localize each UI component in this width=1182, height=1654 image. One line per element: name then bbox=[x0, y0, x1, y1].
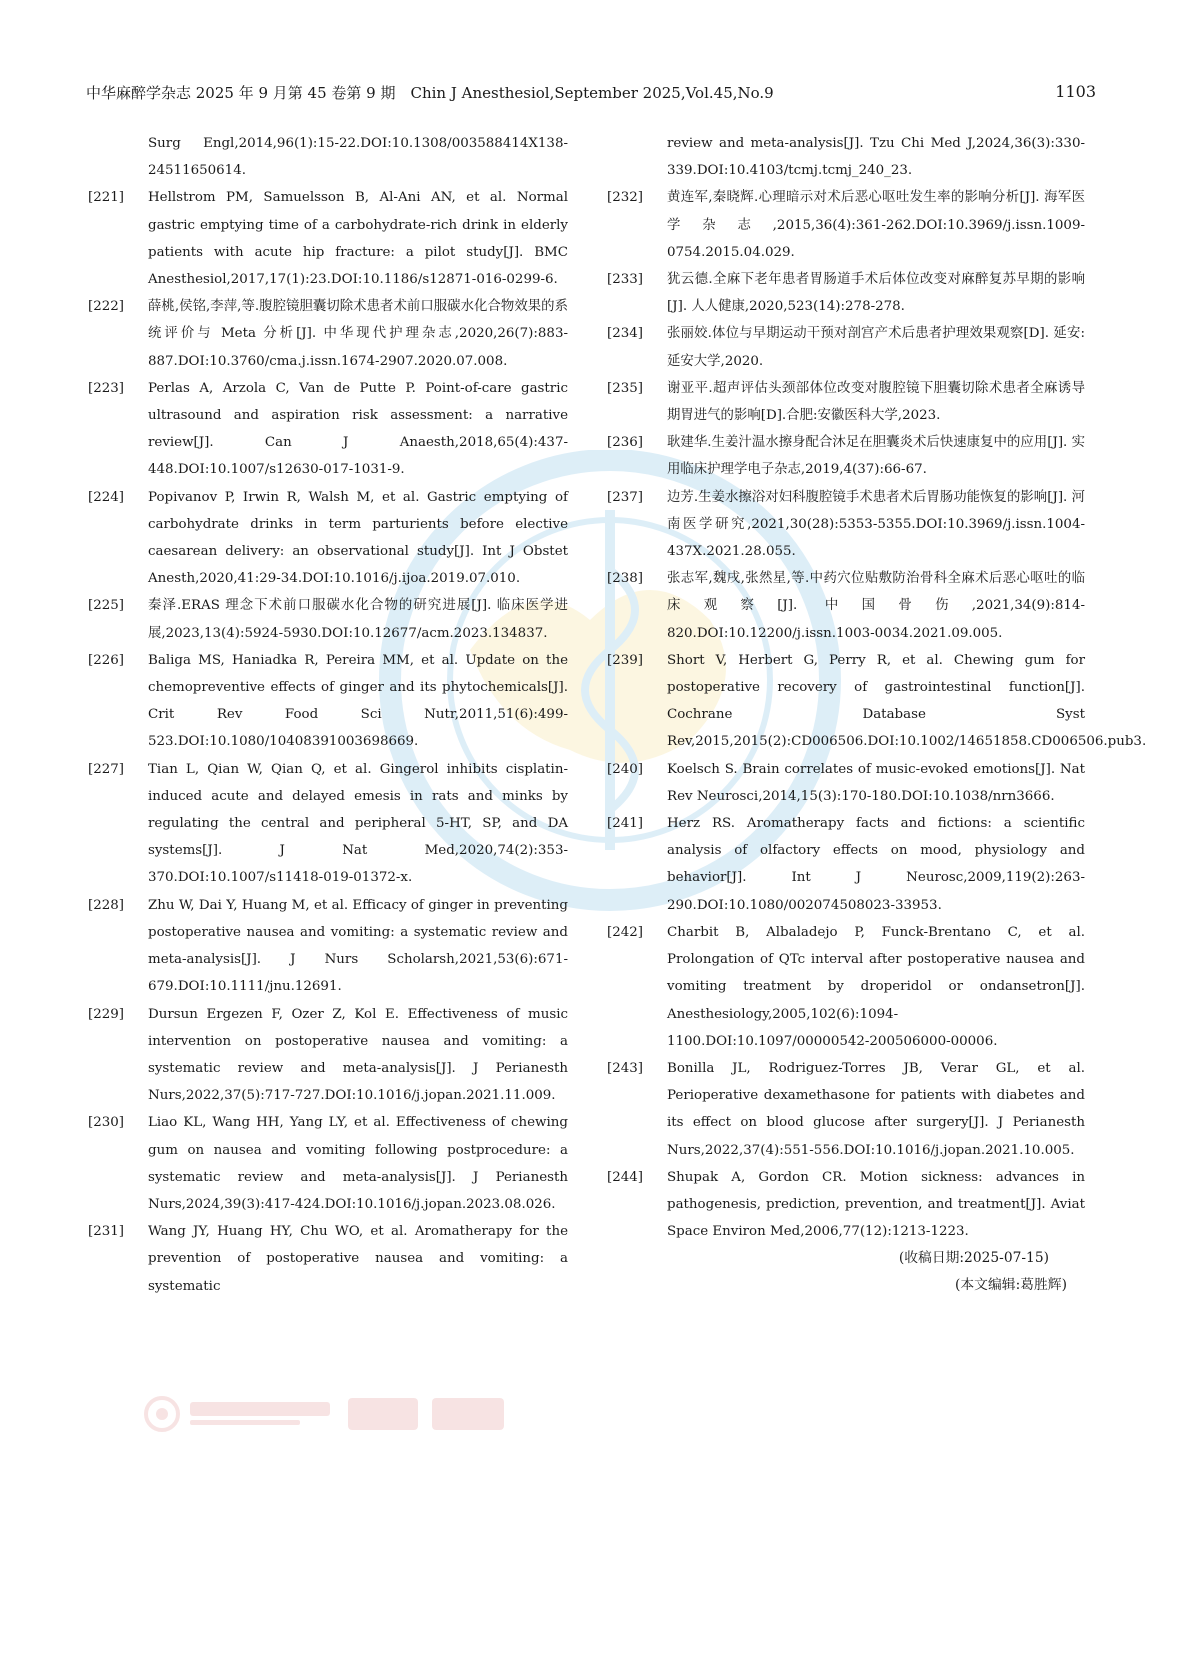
reference-text: Perlas A, Arzola C, Van de Putte P. Point-of-care gastric ultrasound and aspiration risk assessment: a narrative review[J]. Can J Anaesth,2018,65(4):437-448.DOI:10.1007/s12630-017-1031-9. bbox=[148, 380, 568, 478]
reference-item bbox=[607, 919, 1085, 1055]
reference-number: [224] bbox=[88, 489, 125, 505]
reference-item bbox=[607, 375, 1085, 429]
reference-continuation: review and meta-analysis[J]. Tzu Chi Med J,2024,36(3):330-339.DOI:10.4103/tcmj.tcmj_240_23. bbox=[667, 136, 1085, 179]
journal-running-title: 中华麻醉学杂志 2025 年 9 月第 45 卷第 9 期 Chin J Anesthesiol,September 2025,Vol.45,No.9 bbox=[86, 84, 774, 102]
reference-text: 张志军,魏戌,张然星,等.中药穴位贴敷防治骨科全麻术后恶心呕吐的临床观察[J]. 中国骨伤,2021,34(9):814-820.DOI:10.12200/j.issn.1003-0034.2021.09.005. bbox=[667, 571, 1085, 641]
reference-number: [240] bbox=[607, 761, 644, 777]
reference-text: Popivanov P, Irwin R, Walsh M, et al. Gastric emptying of carbohydrate drinks in term parturients before elective caesarean delivery: an observational study[J]. Int J Obstet Anesth,2020,41:29-34.DOI:10.1016/j.ijoa.2019.07.010. bbox=[148, 489, 568, 587]
reference-text: Shupak A, Gordon CR. Motion sickness: advances in pathogenesis, prediction, prevention, and treatment[J]. Aviat Space Environ Med,2006,77(12):1213-1223. bbox=[667, 1169, 1085, 1240]
reference-item bbox=[607, 647, 1147, 756]
reference-text: Koelsch S. Brain correlates of music-evoked emotions[J]. Nat Rev Neurosci,2014,15(3):170-180.DOI:10.1038/nrn3666. bbox=[667, 761, 1085, 804]
reference-item bbox=[88, 592, 568, 646]
editor-credit: (本文编辑:葛胜辉) bbox=[955, 1277, 1067, 1294]
reference-text: 犹云德.全麻下老年患者胃肠道手术后体位改变对麻醉复苏早期的影响[J]. 人人健康,2020,523(14):278-278. bbox=[667, 272, 1085, 315]
right-reference-column bbox=[607, 130, 1147, 1299]
page-number: 1103 bbox=[1055, 82, 1096, 101]
reference-number: [231] bbox=[88, 1224, 125, 1240]
reference-number: [232] bbox=[607, 190, 644, 206]
reference-number: [222] bbox=[88, 299, 125, 315]
running-header bbox=[86, 82, 1096, 108]
reference-text: Baliga MS, Haniadka R, Pereira MM, et al. Update on the chemopreventive effects of ginger and its phytochemicals[J]. Crit Rev Food Sci Nutr,2011,51(6):499-523.DOI:10.1080/10408391003698669. bbox=[148, 652, 568, 750]
reference-item bbox=[88, 484, 568, 593]
reference-item bbox=[88, 892, 568, 1001]
reference-number: [238] bbox=[607, 571, 644, 587]
reference-text: Bonilla JL, Rodriguez-Torres JB, Verar GL, et al. Perioperative dexamethasone for patients with diabetes and its effect on blood glucose after surgery[J]. J Perianesth Nurs,2022,37(4):551-556.DOI:10.1016/j.jopan.2021.10.005. bbox=[667, 1060, 1085, 1158]
reference-text: Short V, Herbert G, Perry R, et al. Chewing gum for postoperative recovery of gastrointestinal function[J]. Cochrane Database Syst Rev,2015,2015(2):CD006506.DOI:10.1002/14651858.CD006506.pub3. bbox=[667, 652, 1147, 750]
left-reference-column bbox=[88, 130, 568, 1300]
reference-text: 张丽姣.体位与早期运动干预对剖宫产术后患者护理效果观察[D]. 延安:延安大学,2020. bbox=[667, 326, 1085, 369]
reference-number: [227] bbox=[88, 761, 125, 777]
reference-item bbox=[88, 756, 568, 892]
reference-number: [225] bbox=[88, 598, 125, 614]
reference-text: 边芳.生姜水擦浴对妇科腹腔镜手术患者术后胃肠功能恢复的影响[J]. 河南医学研究,2021,30(28):5353-5355.DOI:10.3969/j.issn.1004-437X.2021.28.055. bbox=[667, 489, 1085, 560]
reference-item bbox=[607, 184, 1085, 266]
reference-number: [229] bbox=[88, 1006, 125, 1022]
reference-text: Hellstrom PM, Samuelsson B, Al-Ani AN, et al. Normal gastric emptying time of a carbohydrate-rich drink in elderly patients with acute hip fracture: a pilot study[J]. BMC Anesthesiol,2017,17(1):23.DOI:10.1186/s12871-016-0299-6. bbox=[148, 190, 568, 288]
reference-item bbox=[607, 756, 1085, 810]
reference-number: [237] bbox=[607, 489, 644, 505]
reference-item bbox=[88, 293, 568, 375]
publisher-logo-watermark bbox=[142, 1392, 522, 1436]
reference-number: [230] bbox=[88, 1115, 125, 1131]
received-date: (收稿日期:2025-07-15) bbox=[898, 1250, 1049, 1267]
reference-text: 黄连军,秦晓辉.心理暗示对术后恶心呕吐发生率的影响分析[J]. 海军医学杂志,2015,36(4):361-262.DOI:10.3969/j.issn.1009-0754.2015.04.029. bbox=[667, 190, 1085, 260]
reference-item bbox=[88, 1001, 568, 1110]
reference-item bbox=[88, 184, 568, 293]
reference-number: [228] bbox=[88, 897, 125, 913]
reference-item bbox=[607, 429, 1085, 483]
reference-item bbox=[607, 320, 1085, 374]
reference-text: Tian L, Qian W, Qian Q, et al. Gingerol inhibits cisplatin-induced acute and delayed emesis in rats and minks by regulating the central and peripheral 5-HT, SP, and DA systems[J]. J Nat Med,2020,74(2):353-370.DOI:10.1007/s11418-019-01372-x. bbox=[148, 761, 568, 886]
reference-text: 秦泽.ERAS 理念下术前口服碳水化合物的研究进展[J]. 临床医学进展,2023,13(4):5924-5930.DOI:10.12677/acm.2023.134837. bbox=[148, 598, 568, 641]
reference-number: [241] bbox=[607, 816, 644, 832]
reference-text: Charbit B, Albaladejo P, Funck-Brentano C, et al. Prolongation of QTc interval after postoperative nausea and vomiting treatment by droperidol or ondansetron[J]. Anesthesiology,2005,102(6):1094-1100.DOI:10.1097/00000542-200506000-00006. bbox=[667, 924, 1085, 1049]
reference-text: Zhu W, Dai Y, Huang M, et al. Efficacy of ginger in preventing postoperative nausea and vomiting: a systematic review and meta-analysis[J]. J Nurs Scholarsh,2021,53(6):671-679.DOI:10.1111/jnu.12691. bbox=[148, 897, 568, 995]
reference-item bbox=[607, 1055, 1085, 1164]
reference-text: 薛桃,侯铭,李萍,等.腹腔镜胆囊切除术患者术前口服碳水化合物效果的系统评价与 Meta 分析[J]. 中华现代护理杂志,2020,26(7):883-887.DOI:10.3760/cma.j.issn.1674-2907.2020.07.008. bbox=[148, 299, 568, 369]
reference-item bbox=[607, 810, 1085, 919]
reference-text: Dursun Ergezen F, Ozer Z, Kol E. Effectiveness of music intervention on postoperative nausea and vomiting: a systematic review and meta-analysis[J]. J Perianesth Nurs,2022,37(5):717-727.DOI:10.1016/j.jopan.2021.11.009. bbox=[148, 1006, 568, 1104]
reference-text: Liao KL, Wang HH, Yang LY, et al. Effectiveness of chewing gum on nausea and vomiting following postprocedure: a systematic review and meta-analysis[J]. J Perianesth Nurs,2024,39(3):417-424.DOI:10.1016/j.jopan.2023.08.026. bbox=[148, 1115, 568, 1212]
reference-number: [223] bbox=[88, 380, 125, 396]
reference-text: Herz RS. Aromatherapy facts and fictions: a scientific analysis of olfactory effects on mood, physiology and behavior[J]. Int J Neurosc,2009,119(2):263-290.DOI:10.1080/002074508023-33953. bbox=[667, 816, 1085, 913]
reference-item bbox=[88, 647, 568, 756]
reference-item bbox=[88, 375, 568, 484]
reference-item bbox=[607, 1164, 1085, 1246]
reference-continuation: Surg Engl,2014,96(1):15-22.DOI:10.1308/003588414X138-24511650614. bbox=[148, 136, 568, 179]
reference-number: [221] bbox=[88, 190, 125, 206]
reference-number: [242] bbox=[607, 924, 644, 940]
reference-item bbox=[607, 484, 1085, 566]
reference-text: Wang JY, Huang HY, Chu WO, et al. Aromatherapy for the prevention of postoperative nausea and vomiting: a systematic bbox=[148, 1224, 568, 1294]
reference-text: 谢亚平.超声评估头颈部体位改变对腹腔镜下胆囊切除术患者全麻诱导期胃进气的影响[D].合肥:安徽医科大学,2023. bbox=[667, 380, 1085, 424]
reference-item bbox=[88, 1109, 568, 1218]
reference-number: [243] bbox=[607, 1060, 644, 1076]
reference-item bbox=[607, 266, 1085, 320]
reference-number: [244] bbox=[607, 1169, 644, 1185]
reference-number: [226] bbox=[88, 652, 125, 668]
reference-number: [234] bbox=[607, 326, 644, 342]
reference-number: [239] bbox=[607, 652, 644, 668]
reference-text: 耿建华.生姜汁温水擦身配合沐足在胆囊炎术后快速康复中的应用[J]. 实用临床护理学电子杂志,2019,4(37):66-67. bbox=[667, 435, 1085, 478]
reference-number: [233] bbox=[607, 272, 644, 288]
reference-item bbox=[88, 1218, 568, 1300]
reference-number: [236] bbox=[607, 435, 644, 451]
reference-number: [235] bbox=[607, 380, 644, 396]
reference-item bbox=[607, 565, 1085, 647]
